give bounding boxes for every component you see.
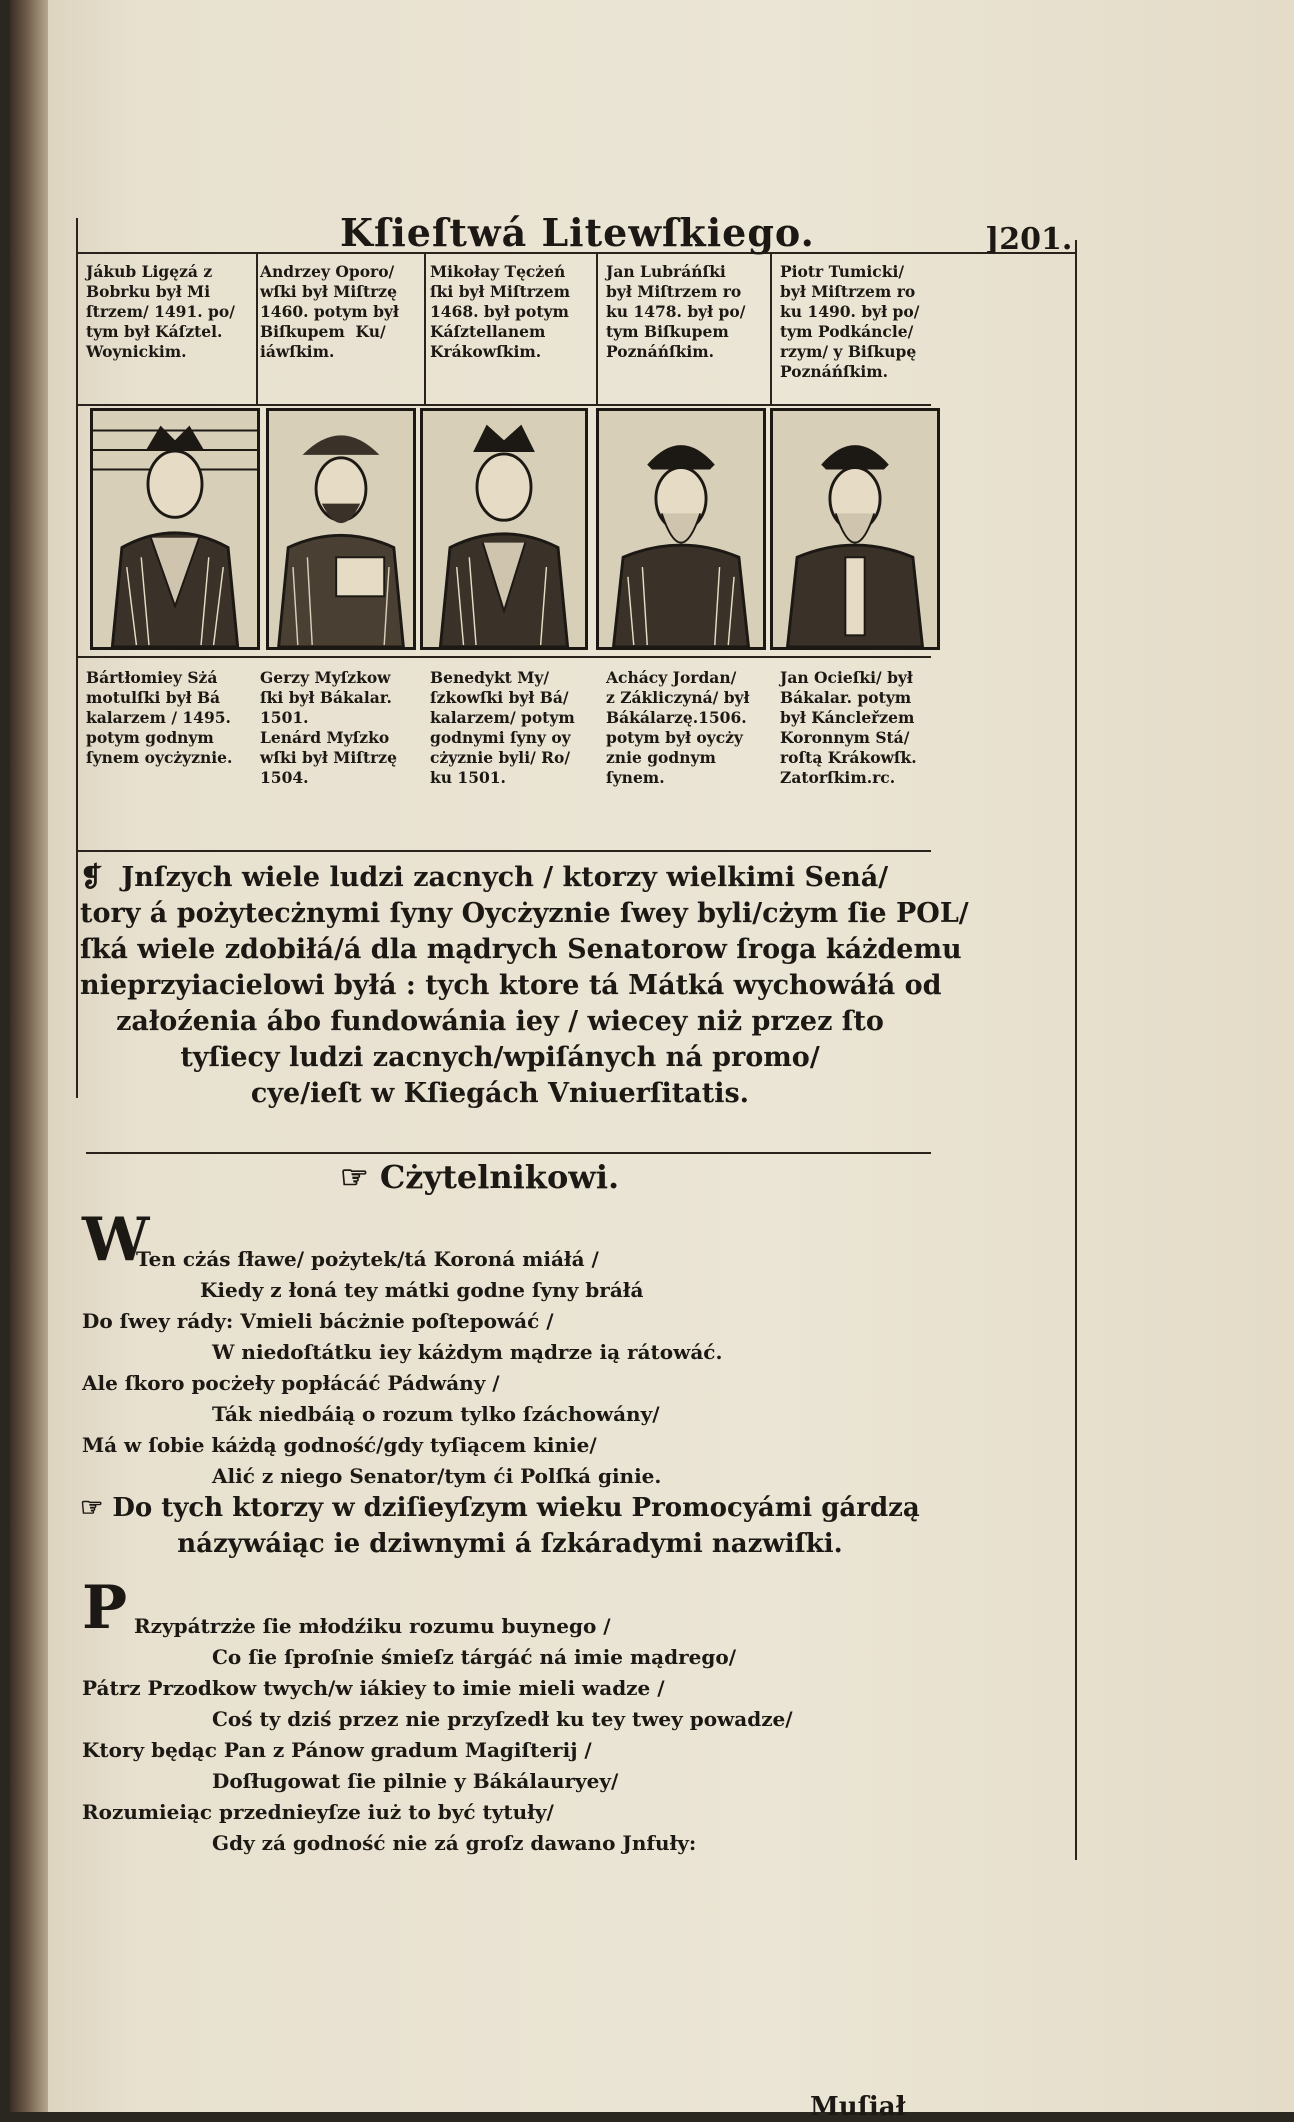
portrait-woodcut-4 [596, 408, 766, 650]
paragraph-line: nieprzyiacielowi byłá : tych ktore tá Mátká wychowáłá od [80, 970, 942, 1001]
paragraph-line: ſká wiele zdobiłá/á dla mądrych Senatorow ſroga káżdemu [80, 934, 962, 965]
paragraph-line: ❡ Jnſzych wiele ludzi zacnych / ktorzy wielkimi Sená/ [80, 862, 889, 893]
portrait-bottom-rule [76, 656, 931, 658]
portrait-woodcut-2 [266, 408, 416, 650]
caption-tumicki: Piotr Tumicki/ był Miſtrzem ro ku 1490. był po/ tym Podkáncle/ rzym/ y Biſkupę Poznáńſkim. [780, 262, 920, 381]
left-frame-rule [76, 218, 78, 1098]
heading-czytelnikowi: ☞ Cżytelnikowi. [340, 1158, 620, 1196]
portrait-woodcut-3 [420, 408, 588, 650]
column-rule-1 [256, 252, 258, 404]
caption-rule [76, 404, 931, 406]
drop-capital-w: W [82, 1205, 150, 1275]
column-rule-3 [596, 252, 598, 404]
caption-ligeza: Jákub Ligęzá z Bobrku był Mi ſtrzem/ 1491. po/ tym był Káſztel. Woynickim. [86, 262, 235, 361]
caption-oporowski: Andrzey Oporo/ wſki był Miſtrzę 1460. potym był Biſkupem Ku/ iáwſkim. [260, 262, 399, 361]
paragraph-line: tory á pożytecżnymi ſyny Oycżyznie ſwey byli/cżym ſie POL/ [80, 898, 969, 929]
column-rule-4 [770, 252, 772, 404]
caption-benedykt: Benedykt My/ ſzkowſki był Bá/ kalarzem/ potym godnymi ſyny oy cżyznie byli/ Ro/ ku 1501. [430, 668, 575, 787]
caption-lubranski: Jan Lubráńſki był Miſtrzem ro ku 1478. był po/ tym Biſkupem Poznáńſkim. [606, 262, 746, 361]
section-rule-2 [86, 1152, 931, 1154]
running-head: Kſieſtwá Litewſkiego. [340, 210, 815, 255]
heading-line: ☞ Do tych ktorzy w dziſieyſzym wieku Promocyámi gárdzą [80, 1493, 920, 1523]
right-frame-rule [1075, 240, 1077, 1860]
column-rule-2 [424, 252, 426, 404]
portrait-woodcut-5 [770, 408, 940, 650]
drop-capital-p: P [82, 1573, 128, 1643]
paragraph-line: załoźenia ábo fundowánia iey / wiecey niż przez ſto [116, 1006, 884, 1037]
paragraph-line: tyſiecy ludzi zacnych/wpiſánych ná promo/ [180, 1042, 820, 1073]
portrait-woodcut-1 [90, 408, 260, 650]
book-spine [10, 0, 48, 2112]
folio-number: ]201. [985, 222, 1073, 257]
caption-teczynski: Mikołay Tęcżeń ſki był Miſtrzem 1468. był potym Káſztellanem Krákowſkim. [430, 262, 570, 361]
heading-promocye [80, 1490, 940, 1562]
caption-ocieski: Jan Ocieſki/ był Bákalar. potym był Káncleřzem Koronnym Stá/ roſtą Krákowſk. Zatorſkim.rc. [780, 668, 917, 787]
verse-promocye: Rzypátrzże ſie młodźiku rozumu buynego / Co ſie ſproſnie śmieſz tárgáć ná imie mądrego/ Pátrz Przodkow twych/w iákiey to imie mieli wadze / Coś ty dziś przez nie przyſzedł ku tey twey powadze/ Ktory będąc Pan z Pánow gradum Magiſterij / Doſługowat ſie pilnie y Bákálauryey/ Rozumieiąc przednieyſze iuż to być tytuły/ Gdy zá godność nie zá groſz dawano Jnfuły: [82, 1614, 793, 1855]
heading-line: názywáiąc ie dziwnymi á ſzkáradymi nazwiſki. [177, 1529, 843, 1559]
book-page [10, 0, 1294, 2122]
verse-czytelnikowi: Ten cżás ſławe/ pożytek/tá Koroná miáłá / Kiedy z łoná tey mátki godne ſyny bráłá Do ſwey rády: Vmieli bácżnie poſtepowáć / W niedoſtátku iey káżdym mądrze ią rátowáć. Ale ſkoro pocżeły popłácáć Pádwány / Ták niedbáią o rozum tylko ſzáchowány/ Má w ſobie káżdą godność/gdy tyſiącem kinie/ Alić z niego Senator/tym ći Polſká ginie. [82, 1247, 723, 1488]
section-rule [76, 850, 931, 852]
senators-paragraph [80, 860, 969, 1112]
caption-myszkowski: Gerzy Myſzkow ſki był Bákalar. 1501. Lenárd Myſzko wſki był Miſtrzę 1504. [260, 668, 397, 787]
caption-jordan: Achácy Jordan/ z Zákliczyná/ był Bákálarzę.1506. potym był oycży znie godnym ſynem. [606, 668, 750, 787]
catchword: Muſiał [810, 2092, 906, 2122]
paragraph-line: cye/ieſt w Kſiegách Vniuerſitatis. [250, 1078, 750, 1109]
caption-szamotulski: Bártłomiey Sżá motulſki był Bá kalarzem / 1495. potym godnym ſynem oycżyznie. [86, 668, 233, 767]
